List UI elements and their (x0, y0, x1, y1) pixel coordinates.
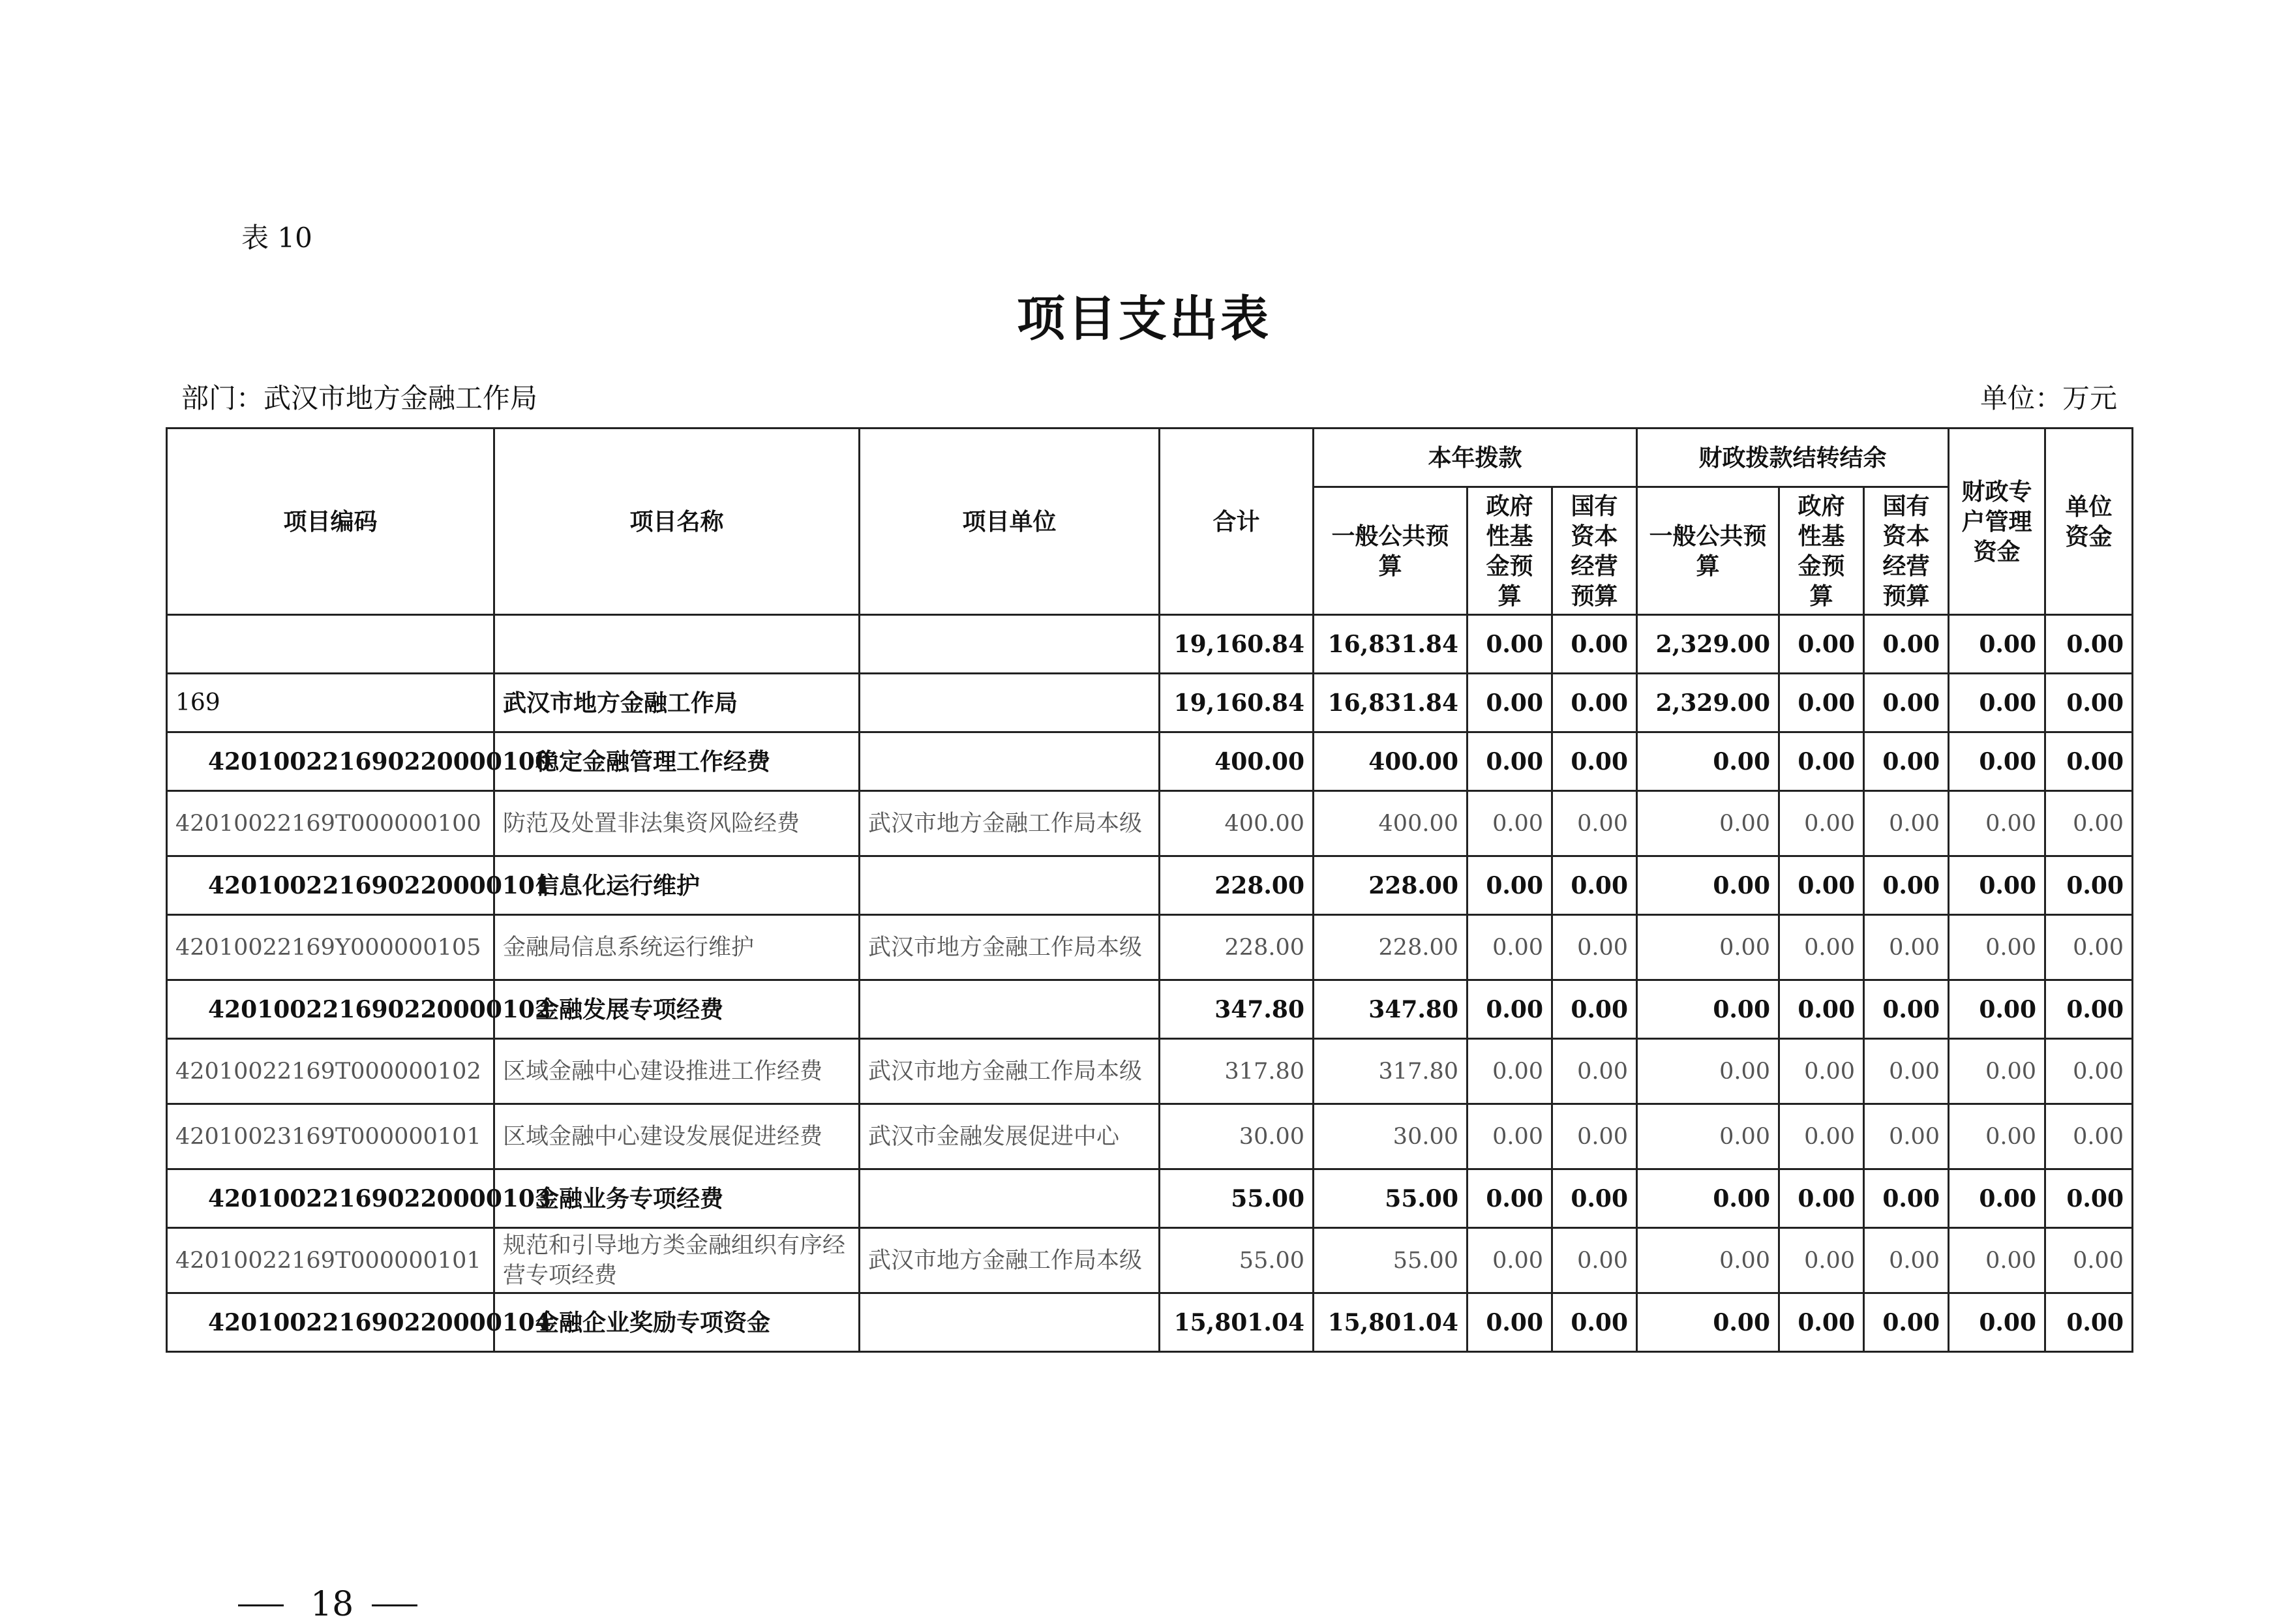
header-unit-fund: 单位资金 (2045, 429, 2133, 615)
cell-carry-gov-fund: 0.00 (1779, 980, 1864, 1039)
cell-unit (860, 980, 1160, 1039)
cell-special-fund: 0.00 (1949, 1293, 2045, 1352)
cell-carry-general: 0.00 (1637, 1104, 1779, 1169)
cell-carry-general: 0.00 (1637, 1169, 1779, 1228)
cell-special-fund: 0.00 (1949, 856, 2045, 915)
page-number: 18 (310, 1585, 354, 1624)
cell-general-budget: 400.00 (1314, 791, 1468, 856)
cell-gov-fund: 0.00 (1468, 1228, 1552, 1293)
cell-gov-fund: 0.00 (1468, 856, 1552, 915)
cell-general-budget: 16,831.84 (1314, 615, 1468, 674)
cell-unit (860, 732, 1160, 791)
header-special-fund: 财政专户管理资金 (1949, 429, 2045, 615)
cell-gov-fund: 0.00 (1468, 615, 1552, 674)
cell-carry-state-capital: 0.00 (1864, 674, 1949, 732)
table-row-group (167, 980, 2133, 1039)
cell-unit-fund: 0.00 (2045, 615, 2133, 674)
cell-unit (860, 615, 1160, 674)
cell-name: 防范及处置非法集资风险经费 (494, 791, 860, 856)
footer-dash-left (238, 1604, 284, 1606)
cell-code: 420100221690220000100 (167, 732, 494, 791)
cell-total: 55.00 (1160, 1169, 1314, 1228)
cell-special-fund: 0.00 (1949, 915, 2045, 980)
page-title: 项目支出表 (1017, 291, 1271, 347)
cell-state-capital: 0.00 (1552, 1169, 1637, 1228)
cell-code: 42010022169T000000102 (167, 1039, 494, 1104)
cell-name: 金融企业奖励专项资金 (494, 1293, 860, 1352)
table-row-group (167, 1169, 2133, 1228)
table-row-total (167, 615, 2133, 674)
table-row-group (167, 856, 2133, 915)
cell-carry-gov-fund: 0.00 (1779, 1104, 1864, 1169)
cell-code: 420100221690220000103 (167, 1169, 494, 1228)
cell-name: 金融发展专项经费 (494, 980, 860, 1039)
cell-carry-state-capital: 0.00 (1864, 1039, 1949, 1104)
cell-unit-fund: 0.00 (2045, 1039, 2133, 1104)
cell-special-fund: 0.00 (1949, 1104, 2045, 1169)
cell-name: 信息化运行维护 (494, 856, 860, 915)
cell-name: 稳定金融管理工作经费 (494, 732, 860, 791)
cell-unit: 武汉市地方金融工作局本级 (860, 791, 1160, 856)
cell-name: 武汉市地方金融工作局 (494, 674, 860, 732)
cell-code: 42010022169T000000101 (167, 1228, 494, 1293)
cell-carry-state-capital: 0.00 (1864, 1228, 1949, 1293)
header-total: 合计 (1160, 429, 1314, 615)
cell-carry-general: 0.00 (1637, 791, 1779, 856)
cell-carry-gov-fund: 0.00 (1779, 674, 1864, 732)
cell-general-budget: 16,831.84 (1314, 674, 1468, 732)
cell-name: 区域金融中心建设发展促进经费 (494, 1104, 860, 1169)
cell-special-fund: 0.00 (1949, 1039, 2045, 1104)
cell-special-fund: 0.00 (1949, 980, 2045, 1039)
cell-carry-state-capital: 0.00 (1864, 1169, 1949, 1228)
table-row-item (167, 915, 2133, 980)
cell-unit-fund: 0.00 (2045, 1169, 2133, 1228)
cell-unit-fund: 0.00 (2045, 856, 2133, 915)
cell-code: 420100221690220000101 (167, 856, 494, 915)
header-code: 项目编码 (167, 429, 494, 615)
header-group-current: 本年拨款 (1314, 429, 1637, 487)
cell-state-capital: 0.00 (1552, 856, 1637, 915)
footer-dash-right (372, 1604, 417, 1606)
cell-state-capital: 0.00 (1552, 674, 1637, 732)
cell-unit: 武汉市地方金融工作局本级 (860, 1039, 1160, 1104)
cell-unit (860, 674, 1160, 732)
cell-unit (860, 856, 1160, 915)
cell-total: 400.00 (1160, 791, 1314, 856)
cell-carry-state-capital: 0.00 (1864, 1104, 1949, 1169)
cell-gov-fund: 0.00 (1468, 1104, 1552, 1169)
cell-special-fund: 0.00 (1949, 615, 2045, 674)
cell-state-capital: 0.00 (1552, 915, 1637, 980)
cell-total: 30.00 (1160, 1104, 1314, 1169)
cell-carry-state-capital: 0.00 (1864, 791, 1949, 856)
cell-carry-gov-fund: 0.00 (1779, 856, 1864, 915)
cell-unit: 武汉市地方金融工作局本级 (860, 1228, 1160, 1293)
cell-general-budget: 15,801.04 (1314, 1293, 1468, 1352)
cell-unit-fund: 0.00 (2045, 1104, 2133, 1169)
cell-name: 区域金融中心建设推进工作经费 (494, 1039, 860, 1104)
table-row-item (167, 1104, 2133, 1169)
cell-special-fund: 0.00 (1949, 1228, 2045, 1293)
cell-carry-state-capital: 0.00 (1864, 615, 1949, 674)
cell-special-fund: 0.00 (1949, 791, 2045, 856)
cell-name: 规范和引导地方类金融组织有序经营专项经费 (494, 1228, 860, 1293)
cell-code: 42010023169T000000101 (167, 1104, 494, 1169)
header-general-budget: 一般公共预算 (1314, 487, 1468, 615)
cell-unit-fund: 0.00 (2045, 915, 2133, 980)
cell-total: 347.80 (1160, 980, 1314, 1039)
header-state-capital: 国有资本经营预算 (1552, 487, 1637, 615)
cell-carry-general: 0.00 (1637, 1293, 1779, 1352)
cell-total: 228.00 (1160, 915, 1314, 980)
header-carry-general: 一般公共预算 (1637, 487, 1779, 615)
cell-unit-fund: 0.00 (2045, 791, 2133, 856)
table-row-item (167, 1228, 2133, 1293)
cell-total: 317.80 (1160, 1039, 1314, 1104)
table-body (167, 615, 2133, 1352)
cell-carry-state-capital: 0.00 (1864, 1293, 1949, 1352)
cell-gov-fund: 0.00 (1468, 980, 1552, 1039)
cell-state-capital: 0.00 (1552, 1104, 1637, 1169)
cell-unit: 武汉市地方金融工作局本级 (860, 915, 1160, 980)
cell-state-capital: 0.00 (1552, 1039, 1637, 1104)
cell-carry-general: 0.00 (1637, 1228, 1779, 1293)
cell-unit-fund: 0.00 (2045, 1228, 2133, 1293)
cell-general-budget: 30.00 (1314, 1104, 1468, 1169)
header-gov-fund: 政府性基金预算 (1468, 487, 1552, 615)
cell-carry-general: 0.00 (1637, 856, 1779, 915)
cell-code: 169 (167, 674, 494, 732)
cell-state-capital: 0.00 (1552, 732, 1637, 791)
cell-carry-gov-fund: 0.00 (1779, 791, 1864, 856)
cell-state-capital: 0.00 (1552, 980, 1637, 1039)
cell-carry-general: 0.00 (1637, 980, 1779, 1039)
cell-general-budget: 317.80 (1314, 1039, 1468, 1104)
cell-gov-fund: 0.00 (1468, 732, 1552, 791)
table-row-group (167, 1293, 2133, 1352)
cell-carry-general: 0.00 (1637, 732, 1779, 791)
cell-gov-fund: 0.00 (1468, 791, 1552, 856)
table-row-item (167, 1039, 2133, 1104)
cell-special-fund: 0.00 (1949, 674, 2045, 732)
cell-state-capital: 0.00 (1552, 615, 1637, 674)
cell-carry-general: 2,329.00 (1637, 674, 1779, 732)
cell-name: 金融业务专项经费 (494, 1169, 860, 1228)
cell-carry-state-capital: 0.00 (1864, 915, 1949, 980)
cell-total: 15,801.04 (1160, 1293, 1314, 1352)
header-group-carryover: 财政拨款结转结余 (1637, 429, 1949, 487)
cell-carry-general: 2,329.00 (1637, 615, 1779, 674)
cell-gov-fund: 0.00 (1468, 915, 1552, 980)
table-row-group (167, 732, 2133, 791)
cell-carry-state-capital: 0.00 (1864, 980, 1949, 1039)
cell-code (167, 615, 494, 674)
header-name: 项目名称 (494, 429, 860, 615)
cell-total: 19,160.84 (1160, 615, 1314, 674)
cell-special-fund: 0.00 (1949, 1169, 2045, 1228)
cell-special-fund: 0.00 (1949, 732, 2045, 791)
header-unit: 项目单位 (860, 429, 1160, 615)
table-row-dept (167, 674, 2133, 732)
cell-general-budget: 228.00 (1314, 856, 1468, 915)
cell-general-budget: 347.80 (1314, 980, 1468, 1039)
cell-total: 400.00 (1160, 732, 1314, 791)
cell-name (494, 615, 860, 674)
cell-name: 金融局信息系统运行维护 (494, 915, 860, 980)
cell-carry-gov-fund: 0.00 (1779, 732, 1864, 791)
cell-unit-fund: 0.00 (2045, 732, 2133, 791)
cell-code: 420100221690220000102 (167, 980, 494, 1039)
table-label: 表 10 (241, 222, 312, 254)
cell-general-budget: 400.00 (1314, 732, 1468, 791)
cell-total: 228.00 (1160, 856, 1314, 915)
department-line: 部门：武汉市地方金融工作局 (181, 382, 538, 414)
cell-code: 42010022169T000000100 (167, 791, 494, 856)
cell-carry-state-capital: 0.00 (1864, 732, 1949, 791)
cell-unit (860, 1169, 1160, 1228)
cell-carry-gov-fund: 0.00 (1779, 915, 1864, 980)
cell-unit: 武汉市金融发展促进中心 (860, 1104, 1160, 1169)
cell-carry-gov-fund: 0.00 (1779, 615, 1864, 674)
cell-carry-general: 0.00 (1637, 1039, 1779, 1104)
cell-state-capital: 0.00 (1552, 791, 1637, 856)
cell-unit-fund: 0.00 (2045, 980, 2133, 1039)
cell-total: 19,160.84 (1160, 674, 1314, 732)
header-carry-gov-fund: 政府性基金预算 (1779, 487, 1864, 615)
project-expenditure-table (166, 427, 2133, 1353)
cell-gov-fund: 0.00 (1468, 1169, 1552, 1228)
cell-code: 42010022169Y000000105 (167, 915, 494, 980)
cell-total: 55.00 (1160, 1228, 1314, 1293)
cell-unit-fund: 0.00 (2045, 674, 2133, 732)
cell-carry-gov-fund: 0.00 (1779, 1293, 1864, 1352)
unit-line: 单位：万元 (1979, 382, 2117, 414)
cell-carry-gov-fund: 0.00 (1779, 1039, 1864, 1104)
cell-state-capital: 0.00 (1552, 1293, 1637, 1352)
cell-carry-gov-fund: 0.00 (1779, 1228, 1864, 1293)
header-carry-state-capital: 国有资本经营预算 (1864, 487, 1949, 615)
cell-carry-general: 0.00 (1637, 915, 1779, 980)
cell-gov-fund: 0.00 (1468, 674, 1552, 732)
cell-unit (860, 1293, 1160, 1352)
table-row-item (167, 791, 2133, 856)
cell-general-budget: 55.00 (1314, 1169, 1468, 1228)
cell-carry-state-capital: 0.00 (1864, 856, 1949, 915)
cell-state-capital: 0.00 (1552, 1228, 1637, 1293)
cell-general-budget: 55.00 (1314, 1228, 1468, 1293)
cell-code: 420100221690220000104 (167, 1293, 494, 1352)
cell-general-budget: 228.00 (1314, 915, 1468, 980)
cell-unit-fund: 0.00 (2045, 1293, 2133, 1352)
cell-carry-gov-fund: 0.00 (1779, 1169, 1864, 1228)
cell-gov-fund: 0.00 (1468, 1039, 1552, 1104)
cell-gov-fund: 0.00 (1468, 1293, 1552, 1352)
